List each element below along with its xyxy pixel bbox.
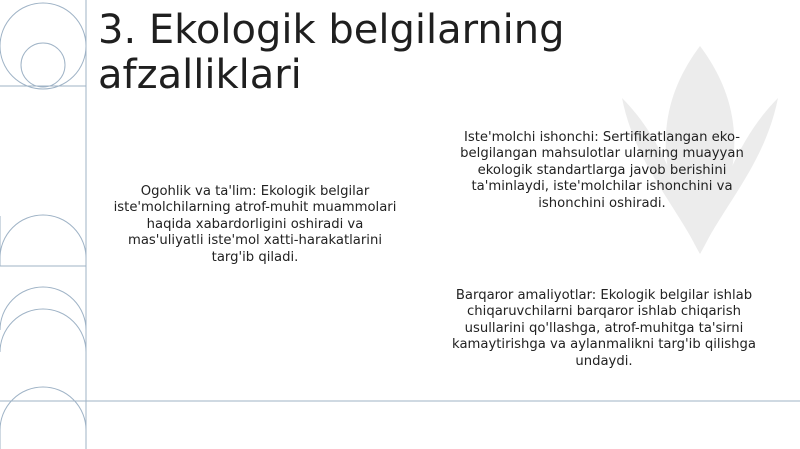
text-line: Ogohlik va ta'lim: Ekologik belgilar — [140, 184, 370, 199]
text-line: ishonchini oshiradi. — [538, 195, 666, 211]
text-line: targ'ib qiladi. — [211, 249, 299, 265]
text-line: iste'molchilarning atrof-muhit muammolari — [113, 200, 397, 216]
text-line: belgilangan mahsulotlar ularning muayyan — [460, 146, 744, 162]
text-line: ekologik standartlarga javob berishini — [477, 162, 727, 178]
arch-shape-4 — [0, 387, 86, 449]
title-line-1: 3. Ekologik belgilarning — [98, 7, 565, 53]
text-block-awareness — [96, 184, 414, 266]
text-block-consumer-trust — [446, 130, 758, 212]
text-block-sustainable-practices — [448, 288, 760, 370]
text-line: mas'uliyatli iste'mol xatti-harakatlarini — [127, 233, 382, 249]
text-line: haqida xabardorligini oshiradi va — [146, 216, 364, 232]
text-line: Barqaror amaliyotlar: Ekologik belgilar ishlab — [455, 288, 753, 303]
title-line-2: afzalliklari — [98, 52, 302, 98]
text-line: kamaytirishga va aylanmalikni targ'ib qilishga — [452, 337, 756, 353]
arch-shape-1 — [0, 215, 86, 266]
outline-circle-large — [0, 3, 86, 89]
text-line: chiqaruvchilarni barqaror ishlab chiqarish — [467, 304, 741, 320]
arch-shape-2 — [0, 309, 86, 352]
slide-title — [98, 8, 738, 98]
text-line: undaydi. — [575, 353, 633, 369]
text-line: ta'minlaydi, iste'molchilar ishonchini va — [471, 179, 733, 195]
text-line: Iste'molchi ishonchi: Sertifikatlangan eko- — [463, 130, 741, 145]
text-line: usullarini qo'llashga, atrof-muhitga ta'sirni — [464, 320, 744, 336]
outline-circle-small — [21, 43, 65, 87]
